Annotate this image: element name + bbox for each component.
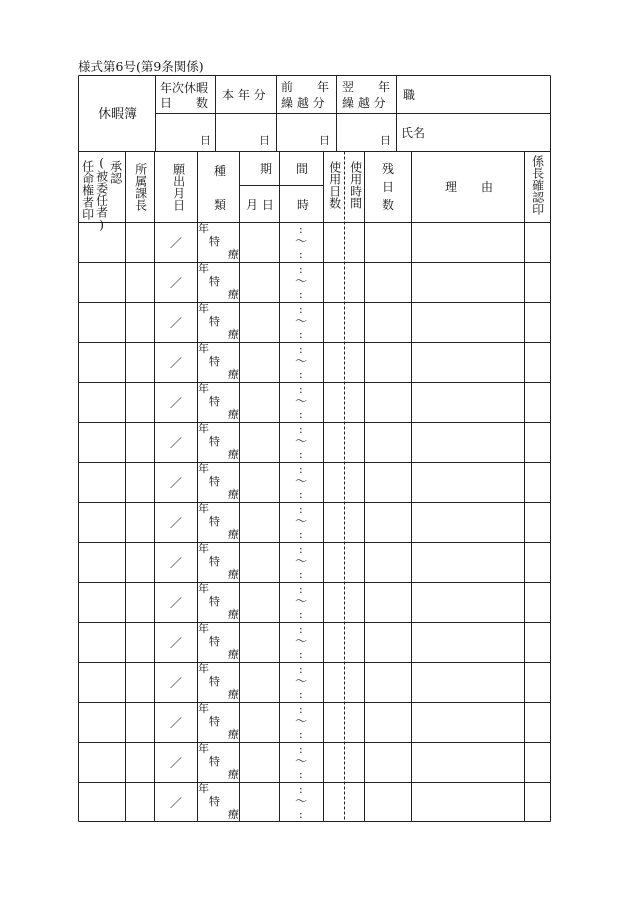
leave-record-table [78,75,551,822]
time-tilde: ～ [295,434,308,448]
time-colon-start: : [299,343,303,356]
date-slash: ／ [170,396,183,410]
remaining-col-bottom: 数 [382,198,395,212]
date-slash: ／ [170,716,183,730]
time-tilde: ～ [295,274,308,288]
kind-special: 特 [209,355,220,368]
time-colon-start: : [299,423,303,436]
date-slash: ／ [170,436,183,450]
table-row [78,422,551,462]
time-colon-end: : [299,368,303,381]
date-slash: ／ [170,636,183,650]
position-label: 職 [403,88,416,102]
form-title: 様式第6号(第9条関係) [78,59,204,74]
table-row [78,662,551,702]
time-colon-end: : [299,608,303,621]
kind-annual: 年 [198,662,209,675]
kind-annual: 年 [198,502,209,515]
table-row [78,542,551,582]
kind-col-bottom: 類 [214,198,227,212]
time-colon-end: : [299,568,303,581]
kind-special: 特 [209,235,220,248]
kind-special: 特 [209,315,220,328]
kind-annual: 年 [198,782,209,795]
next-year-label: 翌 年 [342,80,391,94]
this-year-label: 本 年 分 [222,88,266,102]
time-subcol: 時 [297,198,310,212]
remaining-col-top: 残 [382,162,395,176]
date-slash: ／ [170,596,183,610]
time-tilde: ～ [295,594,308,608]
request-date-col: 願出月日 [171,163,186,211]
dept-head-col: 所属課長 [133,163,148,211]
time-colon-end: : [299,728,303,741]
time-colon-end: : [299,648,303,661]
table-row [78,462,551,502]
time-colon-start: : [299,223,303,236]
date-slash: ／ [170,316,183,330]
table-row [78,742,551,782]
time-colon-end: : [299,408,303,421]
reason-col: 理 由 [445,180,494,194]
prev-year-label: 前 年 [281,80,330,94]
days-used-col: 使用日数 [327,161,342,209]
kind-annual: 年 [198,422,209,435]
time-colon-end: : [299,288,303,301]
time-tilde: ～ [295,314,308,328]
date-slash: ／ [170,476,183,490]
this-year-day-unit: 日 [259,134,270,147]
kind-special: 特 [209,395,220,408]
time-colon-start: : [299,783,303,796]
table-row [78,502,551,542]
time-colon-start: : [299,263,303,276]
time-colon-end: : [299,688,303,701]
date-slash: ／ [170,516,183,530]
time-colon-start: : [299,703,303,716]
date-slash: ／ [170,796,183,810]
time-colon-start: : [299,543,303,556]
table-row [78,622,551,662]
kind-medical: 療 [228,288,239,301]
chief-check-col: 係長確認印 [530,155,545,215]
kind-annual: 年 [198,382,209,395]
kind-medical: 療 [228,488,239,501]
kind-medical: 療 [228,448,239,461]
kind-medical: 療 [228,328,239,341]
next-year-day-unit: 日 [380,134,391,147]
hours-used-col: 使用時間 [348,161,363,209]
kind-medical: 療 [228,568,239,581]
table-row [78,582,551,622]
time-colon-start: : [299,743,303,756]
prev-year-carryover-label: 繰 越 分 [281,96,325,110]
date-slash: ／ [170,276,183,290]
date-slash: ／ [170,556,183,570]
kind-annual: 年 [198,542,209,555]
time-tilde: ～ [295,754,308,768]
kind-medical: 療 [228,648,239,661]
time-colon-start: : [299,383,303,396]
kind-medical: 療 [228,408,239,421]
date-slash: ／ [170,236,183,250]
approver-col-line3: 任命権者印 [80,160,95,220]
time-tilde: ～ [295,634,308,648]
date-slash: ／ [170,756,183,770]
time-colon-start: : [299,303,303,316]
kind-annual: 年 [198,262,209,275]
time-colon-end: : [299,248,303,261]
time-colon-start: : [299,583,303,596]
annual-leave-label: 年次休暇 [160,81,209,95]
time-colon-start: : [299,623,303,636]
time-colon-end: : [299,808,303,821]
table-row [78,262,551,302]
kind-special: 特 [209,275,220,288]
time-colon-start: : [299,503,303,516]
kind-special: 特 [209,715,220,728]
annual-leave-day-unit: 日 [200,134,211,147]
table-row [78,302,551,342]
period-col: 期 間 [260,162,309,176]
prev-year-day-unit: 日 [319,134,330,147]
remaining-col-mid: 日 [382,180,395,194]
time-colon-end: : [299,768,303,781]
leave-book-title: 休暇簿 [98,107,138,122]
table-row [78,702,551,742]
kind-special: 特 [209,555,220,568]
time-colon-end: : [299,328,303,341]
time-colon-end: : [299,448,303,461]
kind-medical: 療 [228,728,239,741]
kind-special: 特 [209,435,220,448]
time-colon-end: : [299,488,303,501]
kind-special: 特 [209,475,220,488]
table-row [78,782,551,822]
kind-medical: 療 [228,248,239,261]
kind-annual: 年 [198,702,209,715]
kind-special: 特 [209,795,220,808]
kind-annual: 年 [198,462,209,475]
table-row [78,382,551,422]
kind-annual: 年 [198,302,209,315]
annual-leave-days-label: 日 数 [160,96,209,110]
kind-annual: 年 [198,622,209,635]
date-slash: ／ [170,356,183,370]
kind-special: 特 [209,515,220,528]
kind-medical: 療 [228,688,239,701]
kind-medical: 療 [228,608,239,621]
kind-special: 特 [209,675,220,688]
time-tilde: ～ [295,354,308,368]
kind-annual: 年 [198,582,209,595]
time-colon-start: : [299,663,303,676]
kind-special: 特 [209,595,220,608]
month-day-subcol: 月 日 [246,198,274,212]
time-tilde: ～ [295,554,308,568]
time-tilde: ～ [295,234,308,248]
time-tilde: ～ [295,514,308,528]
table-row [78,222,551,262]
kind-col-top: 種 [214,164,227,178]
kind-special: 特 [209,635,220,648]
table-row [78,342,551,382]
time-tilde: ～ [295,474,308,488]
approver-col-line2: (被委任者) [94,156,109,232]
time-colon-start: : [299,463,303,476]
name-label: 氏名 [401,126,426,140]
kind-annual: 年 [198,222,209,235]
kind-medical: 療 [228,368,239,381]
time-tilde: ～ [295,394,308,408]
kind-medical: 療 [228,528,239,541]
time-colon-end: : [299,528,303,541]
time-tilde: ～ [295,674,308,688]
kind-annual: 年 [198,342,209,355]
time-tilde: ～ [295,714,308,728]
approver-col-line1: 承認 [108,160,123,184]
next-year-carryover-label: 繰 越 分 [342,96,386,110]
kind-special: 特 [209,755,220,768]
kind-annual: 年 [198,742,209,755]
date-slash: ／ [170,676,183,690]
time-tilde: ～ [295,794,308,808]
kind-medical: 療 [228,768,239,781]
kind-medical: 療 [228,808,239,821]
